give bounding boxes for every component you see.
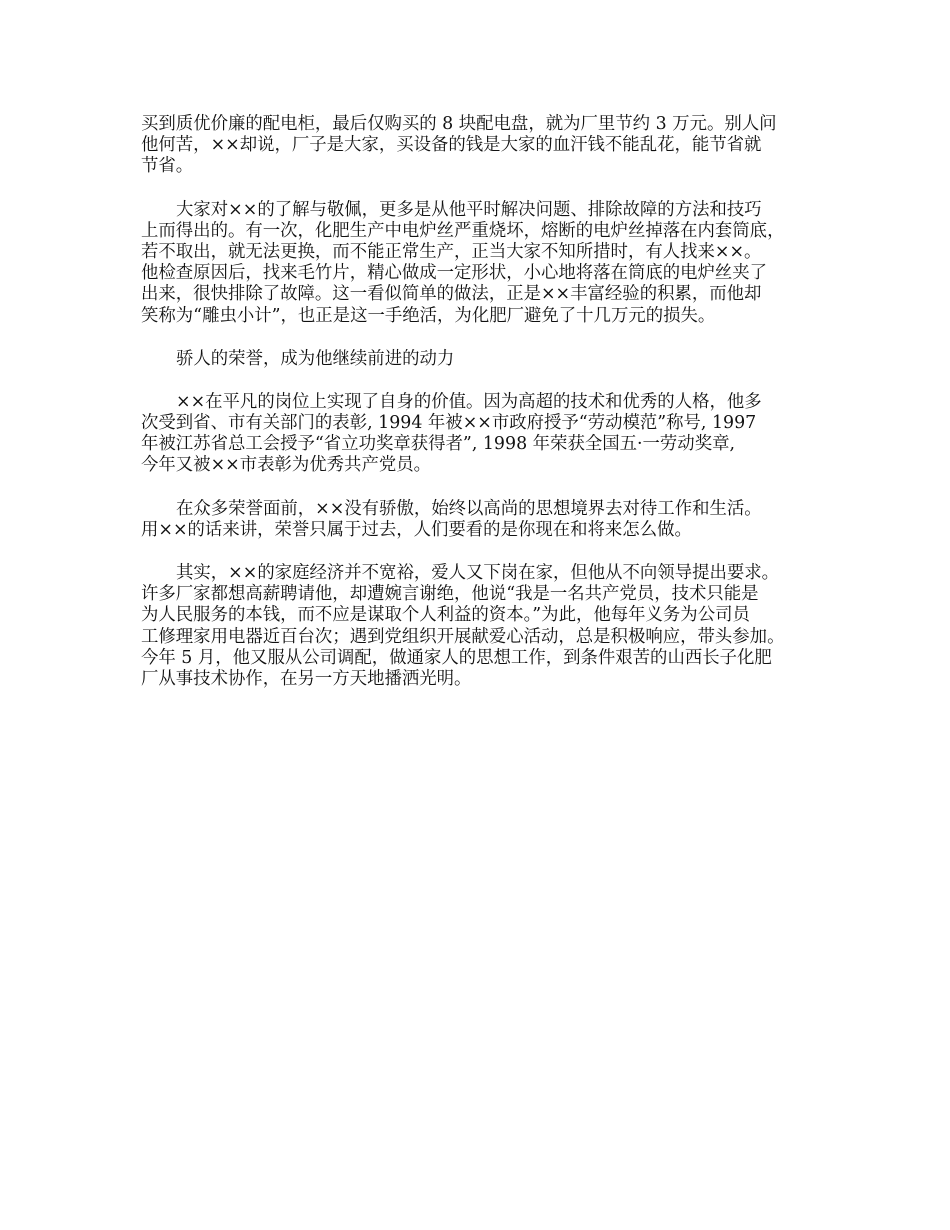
text-line: 今年 5 月，他又服从公司调配，做通家人的思想工作，到条件艰苦的山西长子化肥 <box>141 647 772 668</box>
text-line: 许多厂家都想高薪聘请他，却遭婉言谢绝，他说“我是一名共产党员，技术只能是 <box>141 584 759 605</box>
text-line: 大家对××的了解与敬佩，更多是从他平时解决问题、排除故障的方法和技巧 <box>176 199 762 220</box>
text-line: 出来，很快排除了故障。这一看似简单的做法，正是××丰富经验的积累，而他却 <box>141 284 762 305</box>
paragraph-honors <box>141 392 825 477</box>
paragraph-repair-story <box>141 200 825 327</box>
text-line: 今年又被××市表彰为优秀共产党员。 <box>141 455 432 476</box>
text-line: 用××的话来讲，荣誉只属于过去，人们要看的是你现在和将来怎么做。 <box>141 519 692 540</box>
paragraph-modesty <box>141 499 825 541</box>
text-line: 他何苦，××却说，厂子是大家，买设备的钱是大家的血汗钱不能乱花，能节省就 <box>141 135 762 156</box>
text-line: 笑称为“雕虫小计”，也正是这一手绝活，为化肥厂避免了十几万元的损失。 <box>141 305 716 326</box>
section-heading <box>141 349 825 370</box>
text-line: 工修理家用电器近百台次；遇到党组织开展献爱心活动，总是积极响应，带头参加。 <box>141 626 785 647</box>
text-line: 在众多荣誉面前，××没有骄傲，始终以高尚的思想境界去对待工作和生活。 <box>176 498 762 519</box>
text-line: 买到质优价廉的配电柜，最后仅购买的 8 块配电盘，就为厂里节约 3 万元。别人问 <box>141 114 777 134</box>
text-line: 次受到省、市有关部门的表彰, 1994 年被××市政府授予“劳动模范”称号, 1997 <box>141 413 757 434</box>
text-line: 节省。 <box>141 156 194 177</box>
text-line: ××在平凡的岗位上实现了自身的价值。因为高超的技术和优秀的人格，他多 <box>176 391 762 412</box>
text-line: 他检查原因后，找来毛竹片，精心做成一定形状，小心地将落在筒底的电炉丝夹了 <box>141 263 768 284</box>
text-line: 上而得出的。有一次，化肥生产中电炉丝严重烧坏，熔断的电炉丝掉落在内套筒底， <box>141 220 785 241</box>
text-line: 厂从事技术协作，在另一方天地播洒光明。 <box>141 668 472 689</box>
text-line: 年被江苏省总工会授予“省立功奖章获得者”, 1998 年荣获全国五·一劳动奖章, <box>141 434 736 455</box>
heading-line: 骄人的荣誉，成为他继续前进的动力 <box>176 348 455 369</box>
text-line: 若不取出，就无法更换，而不能正常生产，正当大家不知所措时，有人找来××。 <box>141 241 762 262</box>
document-body <box>141 114 825 712</box>
paragraph-savings <box>141 114 825 178</box>
paragraph-family <box>141 563 825 690</box>
text-line: 为人民服务的本钱，而不应是谋取个人利益的资本。”为此，他每年义务为公司员 <box>141 605 750 626</box>
text-line: 其实，××的家庭经济并不宽裕，爱人又下岗在家，但他从不向领导提出要求。 <box>176 563 780 583</box>
